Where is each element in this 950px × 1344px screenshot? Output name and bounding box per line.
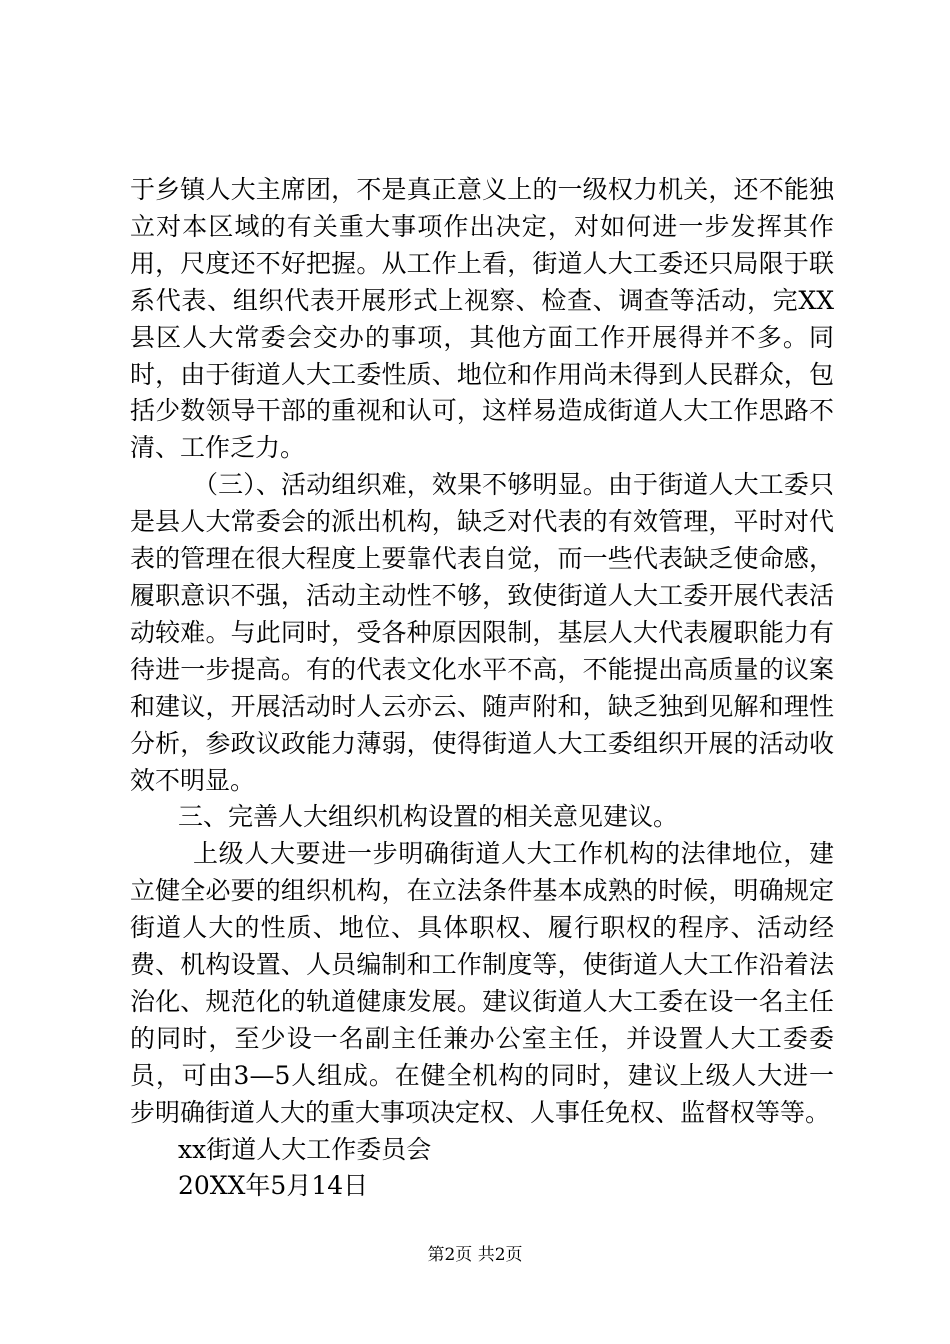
signature-date: 20XX年5月14日 bbox=[178, 1171, 369, 1201]
document-body bbox=[130, 172, 834, 1205]
signature-organization: xx街道人大工作委员会 bbox=[178, 1134, 432, 1164]
section-heading-suggestions: 三、完善人大组织机构设置的相关意见建议。 bbox=[178, 802, 679, 832]
paragraph-suggestions: 上级人大要进一步明确街道人大工作机构的法律地位，建立健全必要的组织机构，在立法条件基本成熟的时候，明确规定街道人大的性质、地位、具体职权、履行职权的程序、活动经费、机构设置、人员编制和工作制度等，使街道人大工作沿着法治化、规范化的轨道健康发展。建议街道人大工委在设一名主任的同时，至少设一名副主任兼办公室主任，并设置人大工委委员，可由3—5人组成。在健全机构的同时，建议上级人大进一步明确街道人大的重大事项决定权、人事任免权、监督权等等。 bbox=[130, 839, 834, 1127]
paragraph-section-three-issue: （三）、活动组织难，效果不够明显。由于街道人大工委只是县人大常委会的派出机构，缺乏对代表的有效管理，平时对代表的管理在很大程度上要靠代表自觉，而一些代表缺乏使命感，履职意识不强，活动主动性不够，致使街道人大工委开展代表活动较难。与此同时，受各种原因限制，基层人大代表履职能力有待进一步提高。有的代表文化水平不高，不能提出高质量的议案和建议，开展活动时人云亦云、随声附和，缺乏独到见解和理性分析，参政议政能力薄弱，使得街道人大工委组织开展的活动收效不明显。 bbox=[130, 470, 834, 795]
paragraph-continuation: 于乡镇人大主席团，不是真正意义上的一级权力机关，还不能独立对本区域的有关重大事项作出决定，对如何进一步发挥其作用，尺度还不好把握。从工作上看，街道人大工委还只局限于联系代表、组织代表开展形式上视察、检查、调查等活动，完XX县区人大常委会交办的事项，其他方面工作开展得并不多。同时，由于街道人大工委性质、地位和作用尚未得到人民群众，包括少数领导干部的重视和认可，这样易造成街道人大工作思路不清、工作乏力。 bbox=[130, 175, 834, 463]
page-footer: 第2页 共2页 bbox=[427, 1245, 523, 1265]
